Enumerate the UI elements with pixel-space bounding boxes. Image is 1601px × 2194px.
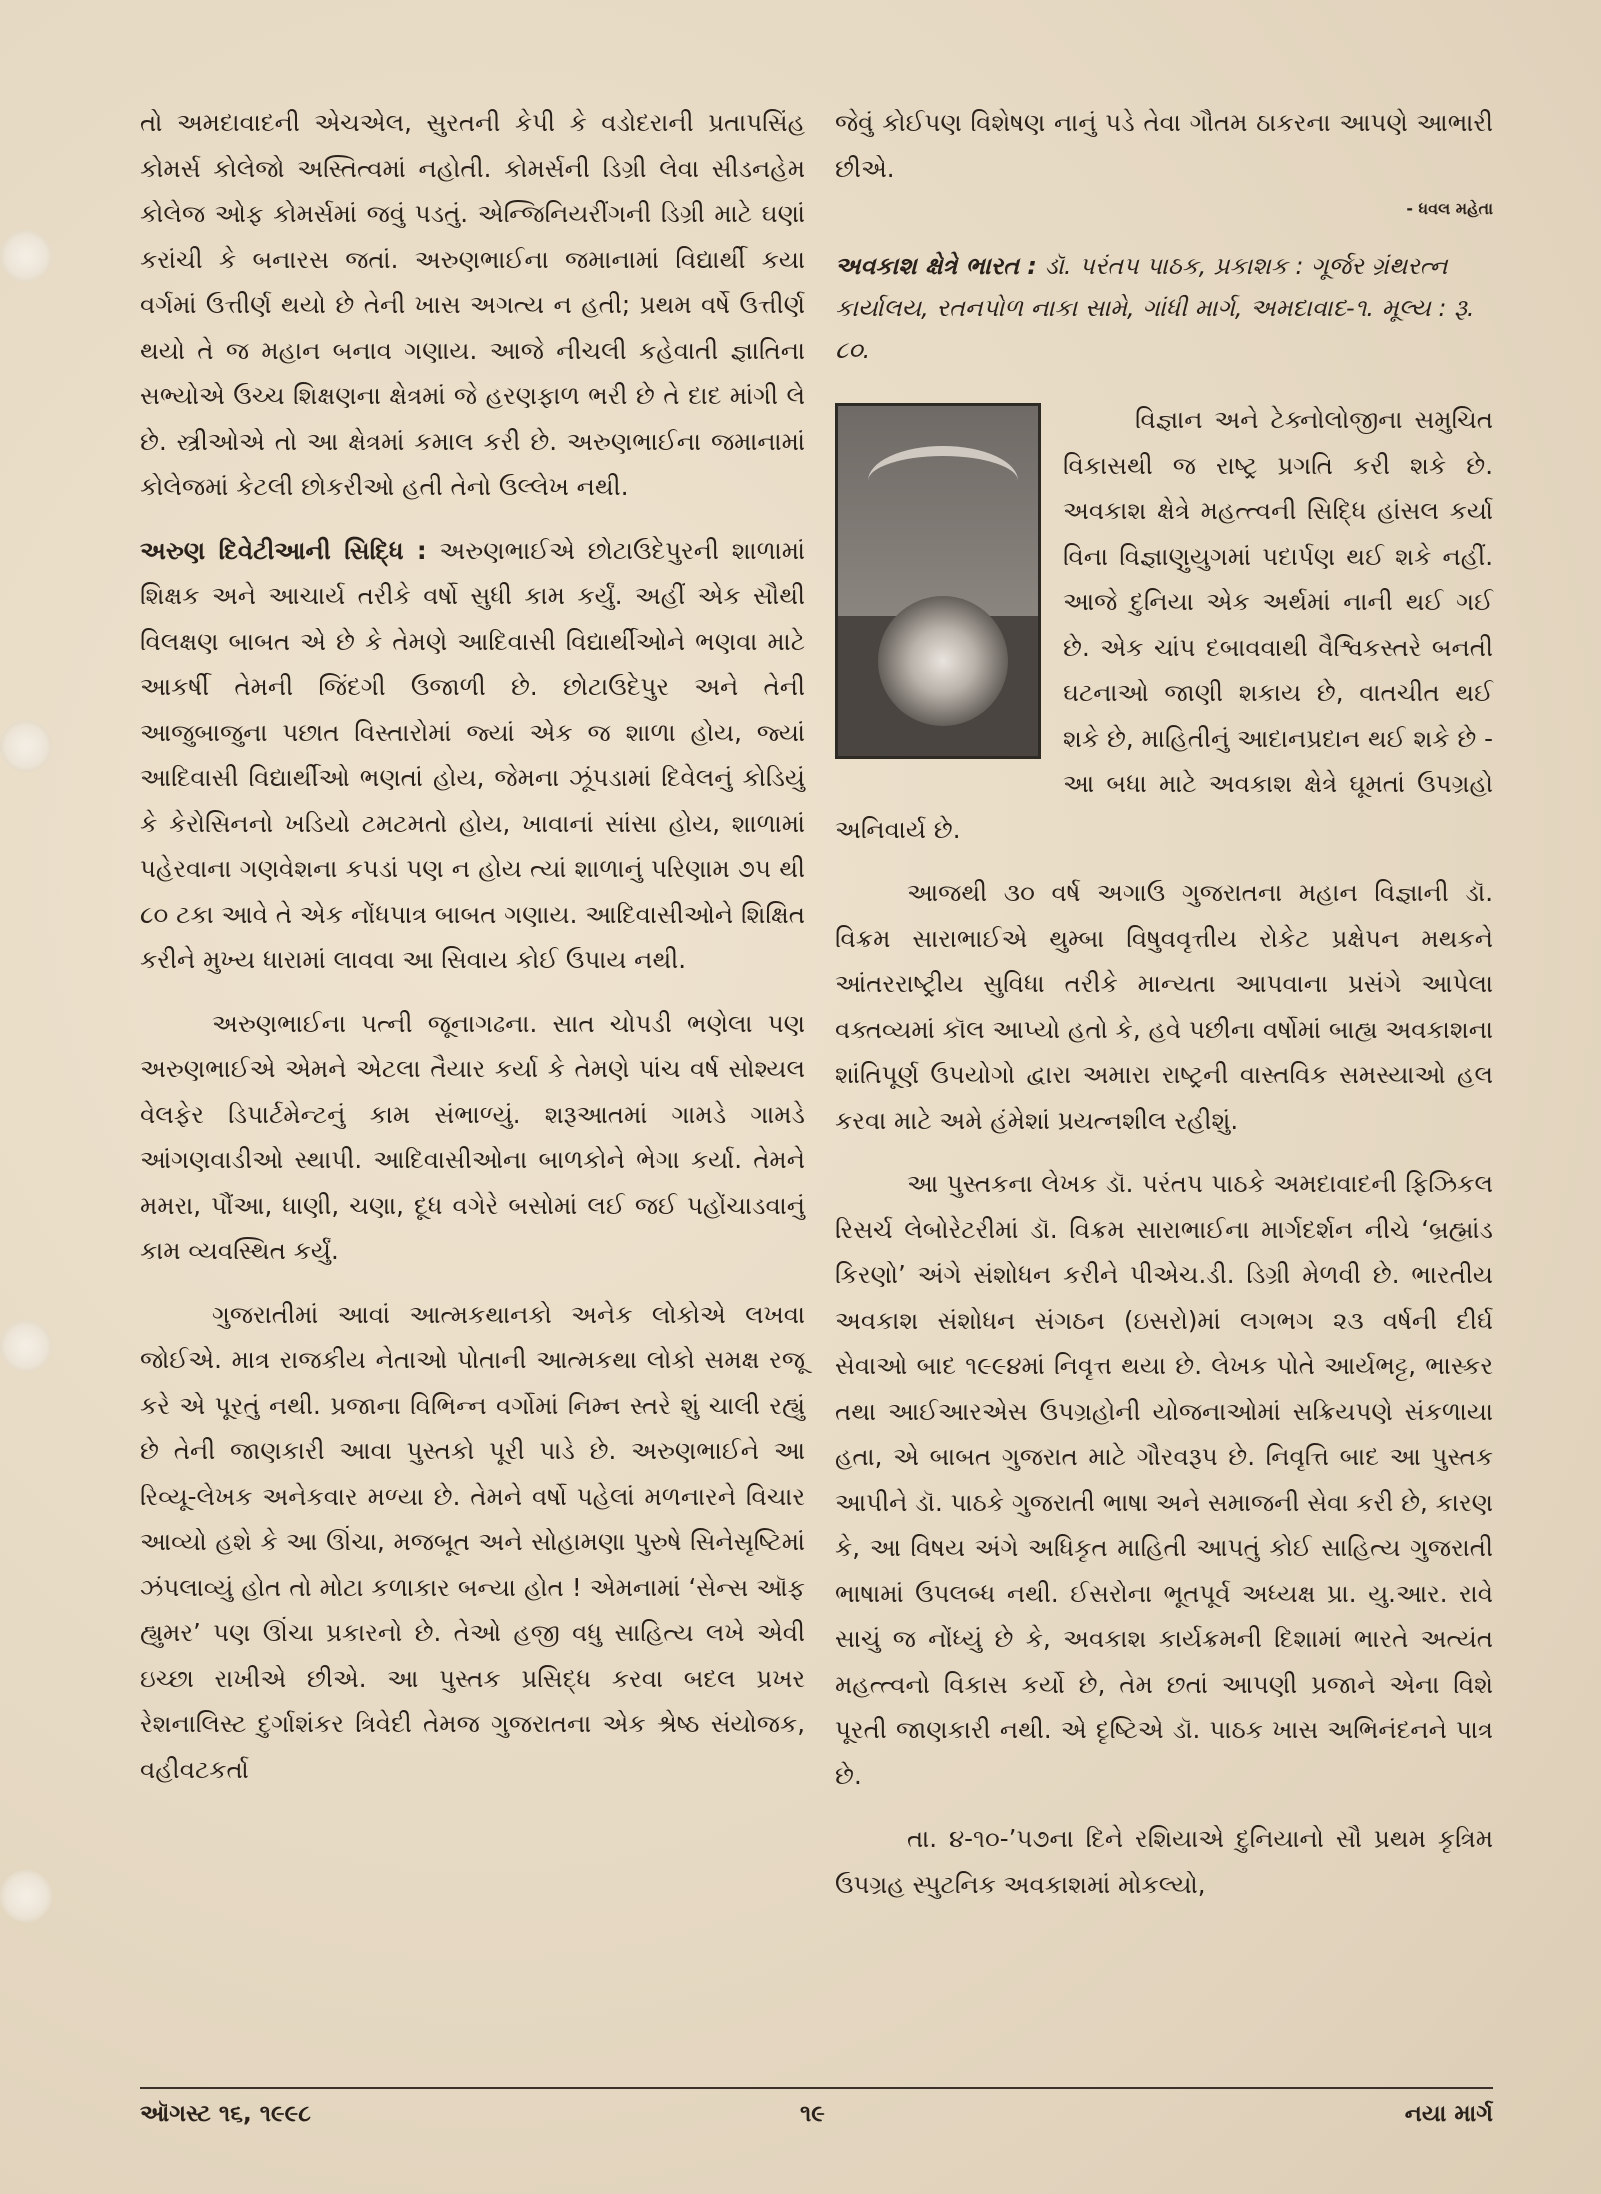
page-number: ૧૯ bbox=[800, 2101, 825, 2127]
left-column bbox=[140, 100, 805, 1810]
paragraph-body: અરુણભાઈએ છોટાઉદેપુરની શાળામાં શિક્ષક અને આચાર્ય તરીકે વર્ષો સુધી કામ કર્યું. અહીં એક સૌથી વિલક્ષણ બાબત એ છે કે તેમણે આદિવાસી વિદ્યાર્થીઓને ભણવા માટે આકર્ષી તેમની જિંદગી ઉજાળી છે. છોટાઉદેપુર અને તેની આજુબાજુના પછાત વિસ્તારોમાં જ્યાં એક જ શાળા હોય, જ્યાં આદિવાસી વિદ્યાર્થીઓ ભણતાં હોય, જેમના ઝૂંપડામાં દિવેલનું કોડિયું કે કેરોસિનનો ખડિયો ટમટમતો હોય, ખાવાનાં સાંસા હોય, શાળામાં પહેરવાના ગણવેશના કપડાં પણ ન હોય ત્યાં શાળાનું પરિણામ ૭૫ થી ૮૦ ટકા આવે તે એક નોંધપાત્ર બાબત ગણાય. આદિવાસીઓને શિક્ષિત કરીને મુખ્ય ધારામાં લાવવા આ સિવાય કોઈ ઉપાય નથી. bbox=[140, 535, 805, 974]
book-details: ડૉ. પરંતપ પાઠક, પ્રકાશક : ગૂર્જર ગ્રંથરત્ન કાર્યાલય, રતનપોળ નાકા સામે, ગાંધી માર્ગ, અમદાવાદ-૧. મૂલ્ય : રૂ. ૮૦. bbox=[835, 252, 1475, 364]
paragraph bbox=[140, 528, 805, 983]
paragraph: વિજ્ઞાન અને ટેક્નોલોજીના સમુચિત વિકાસથી જ રાષ્ટ્ર પ્રગતિ કરી શકે છે. અવકાશ ક્ષેત્રે મહત્ત્વની સિદ્ધિ હાંસલ કર્યા વિના વિજ્ઞાણુયુગમાં પદાર્પણ થઈ શકે નહીં. આજે દુનિયા એક અર્થમાં નાની થઈ ગઈ છે. એક ચાંપ દબાવવાથી વૈશ્વિકસ્તરે બનતી ઘટનાઓ જાણી શકાય છે, વાતચીત થઈ શકે છે, માહિતીનું આદાનપ્રદાન થઈ શકે છે - આ બધા માટે અવકાશ ક્ષેત્રે ઘૂમતાં ઉપગ્રહો અનિવાર્ય છે. bbox=[835, 405, 1493, 844]
book-cover-image bbox=[835, 403, 1041, 759]
satellite-icon bbox=[868, 446, 1018, 516]
paragraph: આ પુસ્તકના લેખક ડૉ. પરંતપ પાઠકે અમદાવાદની ફિઝિકલ રિસર્ચ લેબોરેટરીમાં ડૉ. વિક્રમ સારાભાઈના માર્ગદર્શન નીચે ‘બ્રહ્માંડ કિરણો’ અંગે સંશોધન કરીને પીએચ.ડી. ડિગ્રી મેળવી છે. ભારતીય અવકાશ સંશોધન સંગઠન (ઇસરો)માં લગભગ ૨૩ વર્ષની દીર્ઘ સેવાઓ બાદ ૧૯૯૪માં નિવૃત્ત થયા છે. લેખક પોતે આર્યભટ્ટ, ભાસ્કર તથા આઈઆરએસ ઉપગ્રહોની યોજનાઓમાં સક્રિયપણે સંકળાયા હતા, એ બાબત ગુજરાત માટે ગૌરવરૂપ છે. નિવૃત્તિ બાદ આ પુસ્તક આપીને ડૉ. પાઠકે ગુજરાતી ભાષા અને સમાજની સેવા કરી છે, કારણ કે, આ વિષય અંગે અધિકૃત માહિતી આપતું કોઈ સાહિત્ય ગુજરાતી ભાષામાં ઉપલબ્ધ નથી. ઈસરોના ભૂતપૂર્વ અધ્યક્ષ પ્રા. યુ.આર. રાવે સાચું જ નોંધ્યું છે કે, અવકાશ કાર્યક્રમની દિશામાં ભારતે અત્યંત મહત્ત્વનો વિકાસ કર્યો છે, તેમ છતાં આપણી પ્રજાને એના વિશે પૂરતી જાણકારી નથી. એ દૃષ્ટિએ ડૉ. પાઠક ખાસ અભિનંદનને પાત્ર છે. bbox=[835, 1169, 1493, 1790]
book-review-header bbox=[835, 245, 1493, 371]
cover-and-intro bbox=[835, 397, 1493, 870]
author-signature: - ધવલ મહેતા bbox=[1406, 199, 1493, 218]
right-column bbox=[835, 100, 1493, 1925]
binding-hole bbox=[0, 1320, 52, 1372]
book-title: અવકાશ ક્ષેત્રે ભારત : bbox=[835, 252, 1037, 280]
paragraph: તા. ૪-૧૦-’૫૭ના દિને રશિયાએ દુનિયાનો સૌ પ્રથમ કૃત્રિમ ઉપગ્રહ સ્પુટનિક અવકાશમાં મોકલ્યો, bbox=[835, 1824, 1493, 1899]
binding-hole bbox=[0, 230, 52, 282]
paragraph: તો અમદાવાદની એચએલ, સુરતની કેપી કે વડોદરાની પ્રતાપસિંહ કોમર્સ કોલેજો અસ્તિત્વમાં નહોતી. કોમર્સની ડિગ્રી લેવા સીડનહેમ કોલેજ ઓફ કોમર્સમાં જવું પડતું. એન્જિનિયરીંગની ડિગ્રી માટે ઘણાં કરાંચી કે બનારસ જતાં. અરુણભાઈના જમાનામાં વિદ્યાર્થી કયા વર્ગમાં ઉત્તીર્ણ થયો છે તેની ખાસ અગત્ય ન હતી; પ્રથમ વર્ષે ઉત્તીર્ણ થયો તે જ મહાન બનાવ ગણાય. આજે નીચલી કહેવાતી જ્ઞાતિના સભ્યોએ ઉચ્ચ શિક્ષણના ક્ષેત્રમાં જે હરણફાળ ભરી છે તે દાદ માંગી લે છે. સ્ત્રીઓએ તો આ ક્ષેત્રમાં કમાલ કરી છે. અરુણભાઈના જમાનામાં કોલેજમાં કેટલી છોકરીઓ હતી તેનો ઉલ્લેખ નથી. bbox=[140, 108, 805, 501]
paragraph: આજથી ૩૦ વર્ષ અગાઉ ગુજરાતના મહાન વિજ્ઞાની ડૉ. વિક્રમ સારાભાઈએ થુમ્બા વિષુવવૃત્તીય રોકેટ પ્રક્ષેપન મથકને આંતરરાષ્ટ્રીય સુવિધા તરીકે માન્યતા આપવાના પ્રસંગે આપેલા વક્તવ્યમાં કૉલ આપ્યો હતો કે, હવે પછીના વર્ષોમાં બાહ્ય અવકાશના શાંતિપૂર્ણ ઉપયોગો દ્વારા અમારા રાષ્ટ્રની વાસ્તવિક સમસ્યાઓ હલ કરવા માટે અમે હંમેશાં પ્રયત્નશીલ રહીશું. bbox=[835, 878, 1493, 1135]
magazine-name: નયા માર્ગ bbox=[1404, 2101, 1493, 2127]
page-footer bbox=[140, 2087, 1493, 2127]
issue-date: ઑગસ્ટ ૧૬, ૧૯૯૮ bbox=[140, 2101, 311, 2127]
paragraph: જેવું કોઈપણ વિશેષણ નાનું પડે તેવા ગૌતમ ઠાકરના આપણે આભારી છીએ. bbox=[835, 108, 1493, 183]
section-heading: અરુણ દિવેટીઆની સિદ્ધિ : bbox=[140, 535, 427, 565]
binding-hole bbox=[0, 1870, 52, 1922]
paragraph: અરુણભાઈના પત્ની જૂનાગઢના. સાત ચોપડી ભણેલા પણ અરુણભાઈએ એમને એટલા તૈયાર કર્યા કે તેમણે પાંચ વર્ષ સોશ્યલ વેલફેર ડિપાર્ટમેન્ટનું કામ સંભાળ્યું. શરૂઆતમાં ગામડે ગામડે આંગણવાડીઓ સ્થાપી. આદિવાસીઓના બાળકોને ભેગા કર્યા. તેમને મમરા, પૌંઆ, ધાણી, ચણા, દૂધ વગેરે બસોમાં લઈ જઈ પહોંચાડવાનું કામ વ્યવસ્થિત કર્યું. bbox=[140, 1008, 805, 1265]
binding-hole bbox=[0, 720, 52, 772]
paragraph: ગુજરાતીમાં આવાં આત્મકથાનકો અનેક લોકોએ લખવા જોઈએ. માત્ર રાજકીય નેતાઓ પોતાની આત્મકથા લોકો સમક્ષ રજૂ કરે એ પૂરતું નથી. પ્રજાના વિભિન્ન વર્ગોમાં નિમ્ન સ્તરે શું ચાલી રહ્યું છે તેની જાણકારી આવા પુસ્તકો પૂરી પાડે છે. અરુણભાઈને આ રિવ્યૂ-લેખક અનેકવાર મળ્યા છે. તેમને વર્ષો પહેલાં મળનારને વિચાર આવ્યો હશે કે આ ઊંચા, મજબૂત અને સોહામણા પુરુષે સિનેસૃષ્ટિમાં ઝંપલાવ્યું હોત તો મોટા કળાકાર બન્યા હોત ! એમનામાં ‘સેન્સ ઑફ હ્યુમર’ પણ ઊંચા પ્રકારનો છે. તેઓ હજી વધુ સાહિત્ય લખે એવી ઇચ્છા રાખીએ છીએ. આ પુસ્તક પ્રસિદ્ધ કરવા બદલ પ્રખર રેશનાલિસ્ટ દુર્ગાશંકર ત્રિવેદી તેમજ ગુજરાતના એક શ્રેષ્ઠ સંયોજક, વહીવટકર્તા bbox=[140, 1299, 805, 1784]
earth-glow-icon bbox=[878, 596, 1008, 726]
